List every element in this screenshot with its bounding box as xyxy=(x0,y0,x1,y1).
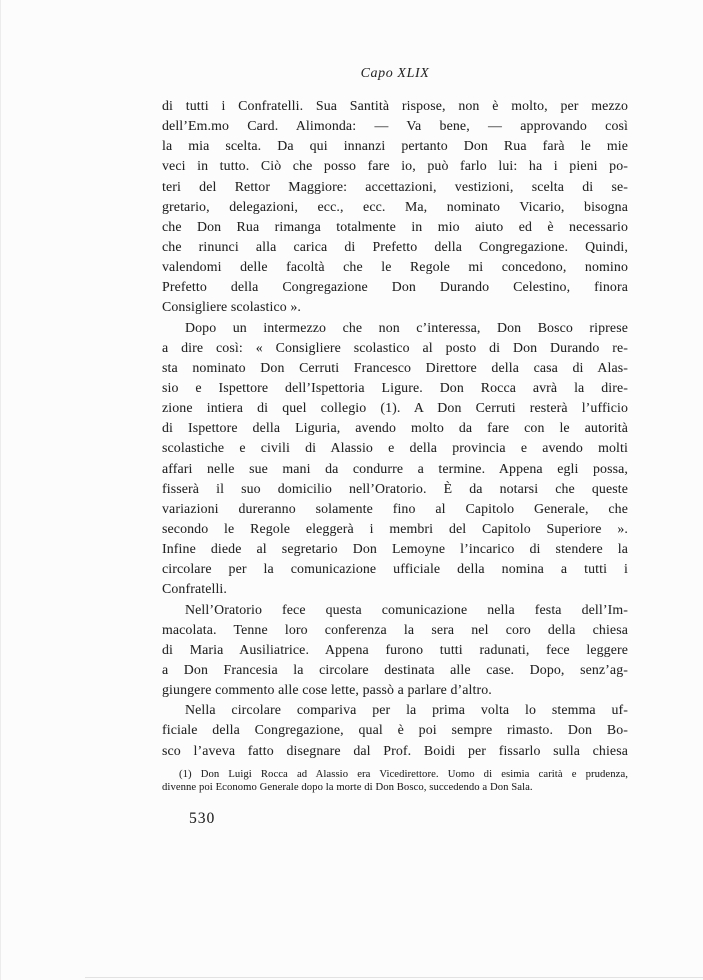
text-line: Prefetto della Congregazione Don Durando Celestino, finora xyxy=(162,279,628,295)
text-line: a Don Francesia la circolare destinata alle case. Dopo, senz’ag- xyxy=(162,661,628,677)
text-line: zione intiera di quel collegio (1). A Don Cerruti resterà l’ufficio xyxy=(162,400,628,416)
scan-edge-line xyxy=(85,977,703,978)
text-line: sio e Ispettore dell’Ispettoria Ligure. Don Rocca avrà la dire- xyxy=(162,379,628,395)
text-line: Confratelli. xyxy=(162,581,228,597)
text-line: variazioni dureranno solamente fino al Capitolo Generale, che xyxy=(162,500,628,516)
text-line: gretario, delegazioni, ecc., ecc. Ma, nominato Vicario, bisogna xyxy=(162,198,628,214)
text-line: secondo le Regole eleggerà i membri del Capitolo Superiore ». xyxy=(162,520,628,536)
text-block xyxy=(162,96,628,761)
text-line: Nella circolare compariva per la prima volta lo stemma uf- xyxy=(185,702,628,718)
text-line: (1) Don Luigi Rocca ad Alassio era Vicedirettore. Uomo di esimia carità e prudenza, xyxy=(179,769,628,780)
text-line: di Ispettore della Liguria, avendo molto da fare con le autorità xyxy=(162,420,628,436)
text-line: divenne poi Economo Generale dopo la morte di Don Bosco, succedendo a Don Sala. xyxy=(162,781,533,793)
text-line: sco l’aveva fatto disegnare dal Prof. Boidi per fissarlo sulla chiesa xyxy=(162,742,628,758)
text-line: dell’Em.mo Card. Alimonda: — Va bene, — approvando così xyxy=(162,118,628,134)
text-line: Nell’Oratorio fece questa comunicazione nella festa dell’Im- xyxy=(185,601,628,617)
text-line: Dopo un intermezzo che non c’interessa, Don Bosco riprese xyxy=(185,319,628,335)
text-line: teri del Rettor Maggiore: accettazioni, vestizioni, scelta di se- xyxy=(162,178,628,194)
text-line: circolare per la comunicazione ufficiale della nomina a tutti i xyxy=(162,561,628,577)
footnote xyxy=(162,769,628,795)
text-line: di Maria Ausiliatrice. Appena furono tutti radunati, fece leggere xyxy=(162,641,628,657)
text-line: a dire così: « Consigliere scolastico al posto di Don Durando re- xyxy=(162,339,628,355)
text-line: valendomi delle facoltà che le Regole mi concedono, nomino xyxy=(162,259,628,275)
text-line: fisserà il suo domicilio nell’Oratorio. È da notarsi che queste xyxy=(162,480,628,496)
text-line: giungere commento alle cose lette, passò a parlare d’altro. xyxy=(162,682,492,698)
page-number: 530 xyxy=(189,810,216,827)
text-line: sta nominato Don Cerruti Francesco Direttore della casa di Alas- xyxy=(162,359,628,375)
text-line: la mia scelta. Da qui innanzi pertanto Don Rua farà le mie xyxy=(162,138,628,154)
text-line: scolastiche e civili di Alassio e della provincia e avendo molti xyxy=(162,440,628,456)
text-line: Infine diede al segretario Don Lemoyne l’incarico di stendere la xyxy=(162,541,628,557)
chapter-header: Capo XLIX xyxy=(360,66,430,81)
text-line: ficiale della Congregazione, qual è poi sempre rimasto. Don Bo- xyxy=(162,722,628,738)
text-line: Consigliere scolastico ». xyxy=(162,299,302,315)
text-line: che rinunci alla carica di Prefetto della Congregazione. Quindi, xyxy=(162,238,628,254)
text-line: macolata. Tenne loro conferenza la sera nel coro della chiesa xyxy=(162,621,628,637)
text-line: che Don Rua rimanga totalmente in mio aiuto ed è necessario xyxy=(162,218,628,234)
text-line: affari nelle sue mani da condurre a termine. Appena egli possa, xyxy=(162,460,628,476)
text-line: di tutti i Confratelli. Sua Santità rispose, non è molto, per mezzo xyxy=(162,98,628,113)
text-line: veci in tutto. Ciò che posso fare io, può farlo lui: ha i pieni po- xyxy=(162,158,628,174)
